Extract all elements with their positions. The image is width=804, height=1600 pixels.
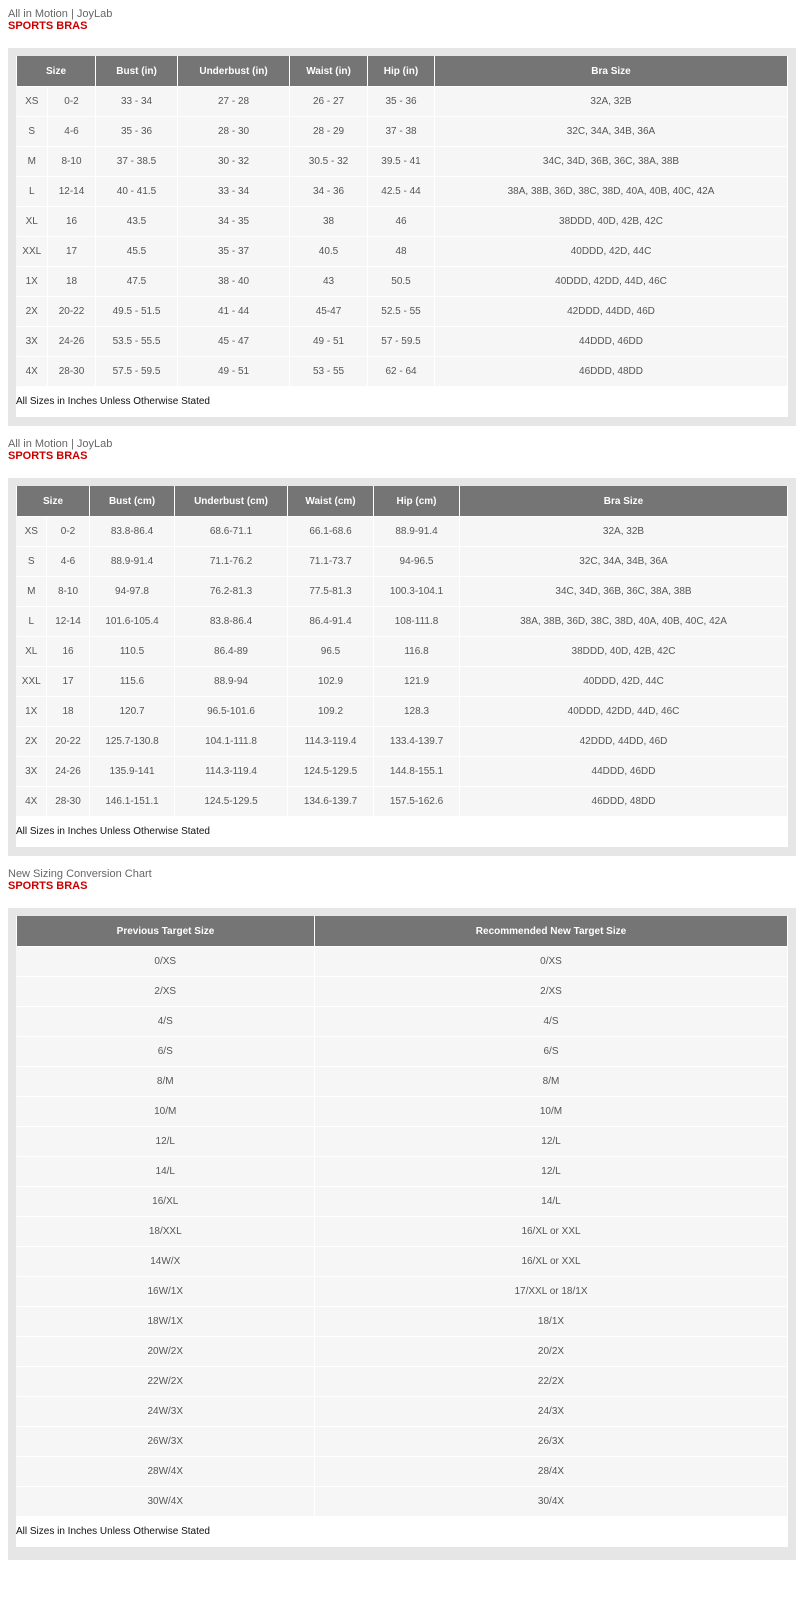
table-cell: 35 - 37 <box>178 237 290 267</box>
table-cell: 38A, 38B, 36D, 38C, 38D, 40A, 40B, 40C, 42A <box>460 607 788 637</box>
table-cell: 76.2-81.3 <box>175 577 288 607</box>
table-cell: 50.5 <box>368 267 435 297</box>
table-cell: 86.4-91.4 <box>288 607 374 637</box>
column-header-bust: Bust (in) <box>96 56 178 87</box>
column-header-underbust: Underbust (in) <box>178 56 290 87</box>
table-row <box>17 1367 788 1397</box>
table-cell: 12-14 <box>48 177 96 207</box>
table-cell: 12/L <box>315 1157 788 1187</box>
table-cell: 96.5 <box>288 637 374 667</box>
table-cell: 0/XS <box>315 947 788 977</box>
table-cell: XXL <box>17 667 47 697</box>
table-cell: 28-30 <box>48 357 96 387</box>
table-cell: 20W/2X <box>17 1337 315 1367</box>
table-cell: 45-47 <box>290 297 368 327</box>
table-row <box>17 1397 788 1427</box>
size-conversion-table <box>16 916 788 1517</box>
table-cell: XXL <box>17 237 48 267</box>
section-conversion-header <box>8 868 152 892</box>
table-cell: 121.9 <box>374 667 460 697</box>
table-cell: 26/3X <box>315 1427 788 1457</box>
table-row <box>17 1157 788 1187</box>
table-cell: 18W/1X <box>17 1307 315 1337</box>
table-cell: 88.9-91.4 <box>90 547 175 577</box>
table-cell: 1X <box>17 267 48 297</box>
table-cell: 24-26 <box>47 757 90 787</box>
table-row <box>17 1277 788 1307</box>
table-cell: 24W/3X <box>17 1397 315 1427</box>
table-cell: 100.3-104.1 <box>374 577 460 607</box>
table-cell: 4X <box>17 357 48 387</box>
table-cell: 10/M <box>315 1097 788 1127</box>
table-cell: 115.6 <box>90 667 175 697</box>
table-row <box>17 1097 788 1127</box>
brand-label: New Sizing Conversion Chart <box>8 868 152 880</box>
section-title: SPORTS BRAS <box>8 20 88 32</box>
table-cell: 16/XL or XXL <box>315 1247 788 1277</box>
column-header-size: Size <box>17 56 96 87</box>
table-cell: 17 <box>48 237 96 267</box>
table-cell: 0-2 <box>47 517 90 547</box>
table-cell: 4-6 <box>47 547 90 577</box>
table-body <box>17 517 788 817</box>
table-header-row <box>17 916 788 947</box>
table-cell: 16/XL <box>17 1187 315 1217</box>
table-header-row <box>17 56 788 87</box>
table-cell: 20/2X <box>315 1337 788 1367</box>
table-row <box>17 1487 788 1517</box>
table-cell: 0/XS <box>17 947 315 977</box>
table-cell: 4/S <box>315 1007 788 1037</box>
table-cell: 125.7-130.8 <box>90 727 175 757</box>
table-cell: 88.9-94 <box>175 667 288 697</box>
table-cell: 44DDD, 46DD <box>435 327 788 357</box>
table-cell: 14/L <box>315 1187 788 1217</box>
table-cell: 71.1-73.7 <box>288 547 374 577</box>
table-row <box>17 297 788 327</box>
column-header-waist: Waist (in) <box>290 56 368 87</box>
table-cell: 35 - 36 <box>368 87 435 117</box>
table-row <box>17 327 788 357</box>
table-row <box>17 547 788 577</box>
table-cell: 94-97.8 <box>90 577 175 607</box>
table-cell: XL <box>17 637 47 667</box>
column-header-underbust: Underbust (cm) <box>175 486 288 517</box>
table-cell: 40.5 <box>290 237 368 267</box>
table-row <box>17 117 788 147</box>
table-cell: 40DDD, 42DD, 44D, 46C <box>460 697 788 727</box>
table-cell: 49 - 51 <box>290 327 368 357</box>
table-cell: 2X <box>17 727 47 757</box>
table-cell: 28-30 <box>47 787 90 817</box>
table-cell: 49 - 51 <box>178 357 290 387</box>
table-cell: 3X <box>17 327 48 357</box>
table-row <box>17 267 788 297</box>
table-cell: 42DDD, 44DD, 46D <box>460 727 788 757</box>
table-body <box>17 947 788 1517</box>
table-cell: 109.2 <box>288 697 374 727</box>
table-row <box>17 1187 788 1217</box>
table-cell: 44DDD, 46DD <box>460 757 788 787</box>
table-cell: 101.6-105.4 <box>90 607 175 637</box>
column-header-size: Size <box>17 486 90 517</box>
table-cell: 2/XS <box>315 977 788 1007</box>
table-cell: 16 <box>47 637 90 667</box>
table-cell: 2/XS <box>17 977 315 1007</box>
table-cell: 124.5-129.5 <box>175 787 288 817</box>
size-chart-inches-table <box>16 56 788 387</box>
table-cell: 34C, 34D, 36B, 36C, 38A, 38B <box>435 147 788 177</box>
table-cell: 96.5-101.6 <box>175 697 288 727</box>
table-cell: 34 - 35 <box>178 207 290 237</box>
table-row <box>17 607 788 637</box>
table-cell: 133.4-139.7 <box>374 727 460 757</box>
table-cell: 35 - 36 <box>96 117 178 147</box>
table-cell: 68.6-71.1 <box>175 517 288 547</box>
table-cell: 40DDD, 42DD, 44D, 46C <box>435 267 788 297</box>
table-row <box>17 1427 788 1457</box>
table-row <box>17 697 788 727</box>
table-cell: 128.3 <box>374 697 460 727</box>
table-cell: 134.6-139.7 <box>288 787 374 817</box>
table-cell: 32C, 34A, 34B, 36A <box>435 117 788 147</box>
table-cell: 8/M <box>315 1067 788 1097</box>
table-cell: 146.1-151.1 <box>90 787 175 817</box>
table-cell: 116.8 <box>374 637 460 667</box>
column-header-waist: Waist (cm) <box>288 486 374 517</box>
table-cell: 110.5 <box>90 637 175 667</box>
table-cell: 66.1-68.6 <box>288 517 374 547</box>
table-cell: 28 - 30 <box>178 117 290 147</box>
table-cell: 30/4X <box>315 1487 788 1517</box>
column-header-bust: Bust (cm) <box>90 486 175 517</box>
table-cell: S <box>17 117 48 147</box>
table-row <box>17 667 788 697</box>
column-header-bra-size: Bra Size <box>435 56 788 87</box>
section-cm-header <box>8 438 112 462</box>
table-row <box>17 727 788 757</box>
table-cell: 43 <box>290 267 368 297</box>
table-cell: 27 - 28 <box>178 87 290 117</box>
table-row <box>17 1217 788 1247</box>
table-row <box>17 357 788 387</box>
table-cell: 45 - 47 <box>178 327 290 357</box>
table-cell: 77.5-81.3 <box>288 577 374 607</box>
table-cell: M <box>17 577 47 607</box>
units-note: All Sizes in Inches Unless Otherwise Stated <box>16 387 788 417</box>
table-cell: 40DDD, 42D, 44C <box>460 667 788 697</box>
table-cell: 2X <box>17 297 48 327</box>
table-cell: 4/S <box>17 1007 315 1037</box>
table-cell: 32A, 32B <box>460 517 788 547</box>
table-cell: S <box>17 547 47 577</box>
table-cell: 18/XXL <box>17 1217 315 1247</box>
table-cell: 8-10 <box>47 577 90 607</box>
table-cell: 57.5 - 59.5 <box>96 357 178 387</box>
table-cell: 12/L <box>315 1127 788 1157</box>
table-cell: 94-96.5 <box>374 547 460 577</box>
table-cell: 114.3-119.4 <box>175 757 288 787</box>
table-cell: 46DDD, 48DD <box>435 357 788 387</box>
table-cell: 32C, 34A, 34B, 36A <box>460 547 788 577</box>
table-row <box>17 577 788 607</box>
table-cell: 24/3X <box>315 1397 788 1427</box>
table-cell: L <box>17 177 48 207</box>
table-cell: 3X <box>17 757 47 787</box>
table-cell: 0-2 <box>48 87 96 117</box>
table-cell: 38A, 38B, 36D, 38C, 38D, 40A, 40B, 40C, 42A <box>435 177 788 207</box>
table-cell: 42DDD, 44DD, 46D <box>435 297 788 327</box>
table-cell: 12-14 <box>47 607 90 637</box>
table-cell: 28/4X <box>315 1457 788 1487</box>
table-cell: 124.5-129.5 <box>288 757 374 787</box>
table-cell: 14W/X <box>17 1247 315 1277</box>
units-note: All Sizes in Inches Unless Otherwise Stated <box>16 817 788 847</box>
table-cell: 83.8-86.4 <box>90 517 175 547</box>
brand-label: All in Motion | JoyLab <box>8 438 113 450</box>
table-body <box>17 87 788 387</box>
table-cell: 53.5 - 55.5 <box>96 327 178 357</box>
section-title: SPORTS BRAS <box>8 450 88 462</box>
table-cell: 33 - 34 <box>96 87 178 117</box>
table-row <box>17 207 788 237</box>
table-cell: 30W/4X <box>17 1487 315 1517</box>
table-cell: 38 - 40 <box>178 267 290 297</box>
table-cell: 57 - 59.5 <box>368 327 435 357</box>
table-cell: XS <box>17 87 48 117</box>
table-cell: 22W/2X <box>17 1367 315 1397</box>
table-cell: 108-111.8 <box>374 607 460 637</box>
table-cell: 18/1X <box>315 1307 788 1337</box>
table-cell: 62 - 64 <box>368 357 435 387</box>
table-cell: 135.9-141 <box>90 757 175 787</box>
table-cell: 102.9 <box>288 667 374 697</box>
size-chart-cm-panel <box>8 478 796 856</box>
column-header-hip: Hip (cm) <box>374 486 460 517</box>
table-cell: 38 <box>290 207 368 237</box>
table-row <box>17 1127 788 1157</box>
table-cell: M <box>17 147 48 177</box>
table-cell: 30 - 32 <box>178 147 290 177</box>
table-row <box>17 1007 788 1037</box>
table-cell: 16W/1X <box>17 1277 315 1307</box>
table-cell: 71.1-76.2 <box>175 547 288 577</box>
table-cell: 17 <box>47 667 90 697</box>
table-cell: 39.5 - 41 <box>368 147 435 177</box>
table-cell: 16/XL or XXL <box>315 1217 788 1247</box>
column-header-bra-size: Bra Size <box>460 486 788 517</box>
size-conversion-panel <box>8 908 796 1560</box>
table-cell: 16 <box>48 207 96 237</box>
units-note: All Sizes in Inches Unless Otherwise Stated <box>16 1517 788 1547</box>
table-cell: 83.8-86.4 <box>175 607 288 637</box>
table-cell: 46 <box>368 207 435 237</box>
table-cell: 8/M <box>17 1067 315 1097</box>
table-cell: 43.5 <box>96 207 178 237</box>
table-cell: 18 <box>48 267 96 297</box>
size-chart-inches-panel <box>8 48 796 426</box>
table-cell: 4-6 <box>48 117 96 147</box>
table-row <box>17 1307 788 1337</box>
brand-label: All in Motion | JoyLab <box>8 8 113 20</box>
table-cell: 42.5 - 44 <box>368 177 435 207</box>
table-cell: 40DDD, 42D, 44C <box>435 237 788 267</box>
table-cell: 41 - 44 <box>178 297 290 327</box>
table-cell: 104.1-111.8 <box>175 727 288 757</box>
table-row <box>17 1247 788 1277</box>
table-cell: 20-22 <box>48 297 96 327</box>
table-cell: 37 - 38.5 <box>96 147 178 177</box>
table-cell: 114.3-119.4 <box>288 727 374 757</box>
column-header-hip: Hip (in) <box>368 56 435 87</box>
table-cell: 10/M <box>17 1097 315 1127</box>
table-cell: 38DDD, 40D, 42B, 42C <box>435 207 788 237</box>
table-cell: 12/L <box>17 1127 315 1157</box>
table-cell: 53 - 55 <box>290 357 368 387</box>
table-cell: 1X <box>17 697 47 727</box>
table-cell: 144.8-155.1 <box>374 757 460 787</box>
table-cell: 8-10 <box>48 147 96 177</box>
table-cell: 24-26 <box>48 327 96 357</box>
table-row <box>17 177 788 207</box>
table-cell: 26 - 27 <box>290 87 368 117</box>
table-row <box>17 237 788 267</box>
table-cell: 38DDD, 40D, 42B, 42C <box>460 637 788 667</box>
table-cell: 34C, 34D, 36B, 36C, 38A, 38B <box>460 577 788 607</box>
table-cell: XS <box>17 517 47 547</box>
table-row <box>17 757 788 787</box>
table-row <box>17 1457 788 1487</box>
size-chart-cm-table <box>16 486 788 817</box>
table-cell: 48 <box>368 237 435 267</box>
table-cell: 52.5 - 55 <box>368 297 435 327</box>
table-cell: 30.5 - 32 <box>290 147 368 177</box>
table-cell: 4X <box>17 787 47 817</box>
table-cell: 49.5 - 51.5 <box>96 297 178 327</box>
table-cell: 34 - 36 <box>290 177 368 207</box>
table-cell: 37 - 38 <box>368 117 435 147</box>
table-cell: 6/S <box>315 1037 788 1067</box>
table-cell: 88.9-91.4 <box>374 517 460 547</box>
table-cell: 40 - 41.5 <box>96 177 178 207</box>
table-row <box>17 1337 788 1367</box>
table-cell: 28W/4X <box>17 1457 315 1487</box>
table-header-row <box>17 486 788 517</box>
table-row <box>17 517 788 547</box>
table-cell: 18 <box>47 697 90 727</box>
table-row <box>17 787 788 817</box>
table-cell: 46DDD, 48DD <box>460 787 788 817</box>
table-row <box>17 947 788 977</box>
table-cell: 6/S <box>17 1037 315 1067</box>
table-row <box>17 1067 788 1097</box>
table-cell: XL <box>17 207 48 237</box>
column-header-recommended-size: Recommended New Target Size <box>315 916 788 947</box>
table-row <box>17 1037 788 1067</box>
table-cell: 120.7 <box>90 697 175 727</box>
table-row <box>17 637 788 667</box>
table-cell: 14/L <box>17 1157 315 1187</box>
section-title: SPORTS BRAS <box>8 880 88 892</box>
table-cell: 45.5 <box>96 237 178 267</box>
table-cell: 33 - 34 <box>178 177 290 207</box>
table-row <box>17 87 788 117</box>
table-cell: 22/2X <box>315 1367 788 1397</box>
table-cell: 28 - 29 <box>290 117 368 147</box>
table-cell: 20-22 <box>47 727 90 757</box>
column-header-previous-size: Previous Target Size <box>17 916 315 947</box>
table-cell: 26W/3X <box>17 1427 315 1457</box>
section-inches-header <box>8 8 112 32</box>
table-cell: 47.5 <box>96 267 178 297</box>
table-cell: L <box>17 607 47 637</box>
table-cell: 86.4-89 <box>175 637 288 667</box>
table-cell: 32A, 32B <box>435 87 788 117</box>
table-cell: 157.5-162.6 <box>374 787 460 817</box>
table-row <box>17 977 788 1007</box>
table-cell: 17/XXL or 18/1X <box>315 1277 788 1307</box>
table-row <box>17 147 788 177</box>
